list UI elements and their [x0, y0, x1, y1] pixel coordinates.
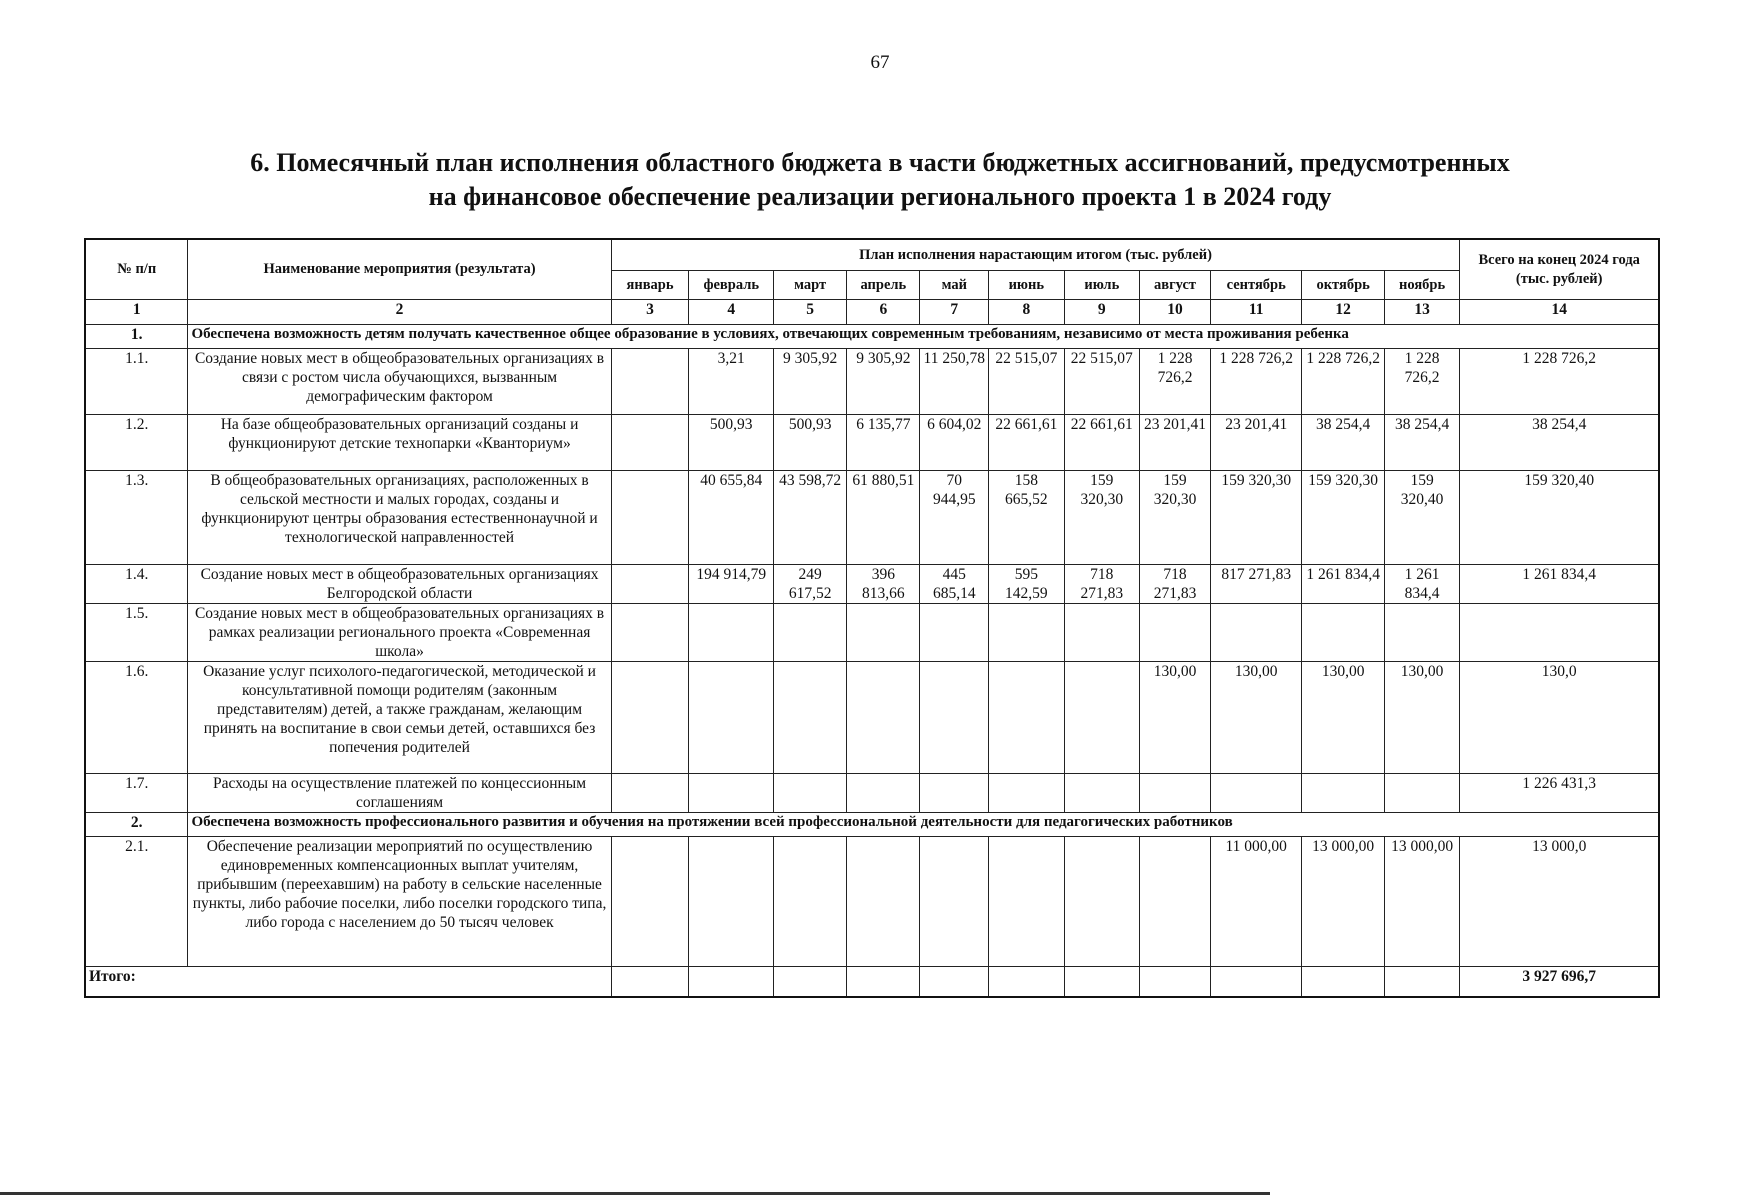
month-value: 13 000,00: [1302, 837, 1384, 967]
month-value: [1140, 774, 1211, 813]
month-value: 500,93: [689, 415, 774, 471]
month-value: 130,00: [1384, 662, 1460, 774]
month-value: [611, 774, 689, 813]
section-number: 2.: [85, 813, 188, 837]
row-name: Создание новых мест в общеобразовательных организациях Белгородской области: [188, 565, 611, 604]
month-header-июнь: июнь: [989, 271, 1064, 300]
month-header-февраль: февраль: [689, 271, 774, 300]
section-row: [85, 325, 1659, 349]
month-value: 1 228 726,2: [1140, 349, 1211, 415]
row-total: 1 261 834,4: [1460, 565, 1659, 604]
grand-total-empty: [1140, 967, 1211, 997]
table-row: [85, 349, 1659, 415]
month-value: 159 320,30: [1210, 471, 1302, 565]
month-value: 1 261 834,4: [1384, 565, 1460, 604]
document-title: [60, 146, 1700, 214]
month-value: [1064, 662, 1139, 774]
month-value: 23 201,41: [1210, 415, 1302, 471]
month-value: 445 685,14: [920, 565, 989, 604]
row-name: В общеобразовательных организациях, расположенных в сельской местности и малых городах, созданы и функционируют центры образования естественнонаучной и технологической направленностей: [188, 471, 611, 565]
month-value: [611, 471, 689, 565]
month-value: [989, 837, 1064, 967]
column-number: 9: [1064, 300, 1139, 325]
column-number: 2: [188, 300, 611, 325]
header-plan: План исполнения нарастающим итогом (тыс. рублей): [611, 239, 1460, 271]
row-number: 1.7.: [85, 774, 188, 813]
table-row: [85, 604, 1659, 662]
section-title: Обеспечена возможность детям получать качественное общее образование в условиях, отвечающих современным требованиям, независимо от места проживания ребенка: [188, 325, 1659, 349]
row-total: [1460, 604, 1659, 662]
month-value: 718 271,83: [1140, 565, 1211, 604]
month-header-апрель: апрель: [847, 271, 920, 300]
row-number: 1.2.: [85, 415, 188, 471]
month-value: 396 813,66: [847, 565, 920, 604]
title-line-1: 6. Помесячный план исполнения областного бюджета в части бюджетных ассигнований, предусмотренных: [250, 148, 1510, 177]
table-row: [85, 471, 1659, 565]
month-value: [611, 349, 689, 415]
month-value: 3,21: [689, 349, 774, 415]
grand-total-empty: [1064, 967, 1139, 997]
row-name: Обеспечение реализации мероприятий по осуществлению единовременных компенсационных выплат учителям, прибывшим (переехавшим) на работу в сельские населенные пункты, либо рабочие поселки, либо поселки городского типа, либо города с населением до 50 тысяч человек: [188, 837, 611, 967]
page-number: 67: [870, 52, 890, 73]
month-value: [1384, 774, 1460, 813]
month-value: 159 320,30: [1140, 471, 1211, 565]
month-value: 718 271,83: [1064, 565, 1139, 604]
grand-total-empty: [689, 967, 774, 997]
header-total: Всего на конец 2024 года (тыс. рублей): [1460, 239, 1659, 300]
column-number: 10: [1140, 300, 1211, 325]
row-total: 13 000,0: [1460, 837, 1659, 967]
header-num: № п/п: [85, 239, 188, 300]
month-value: 1 261 834,4: [1302, 565, 1384, 604]
table-row: [85, 415, 1659, 471]
month-value: [611, 662, 689, 774]
month-value: 130,00: [1302, 662, 1384, 774]
month-value: [1140, 604, 1211, 662]
column-number: 14: [1460, 300, 1659, 325]
budget-table: [84, 238, 1660, 998]
section-number: 1.: [85, 325, 188, 349]
month-value: 1 228 726,2: [1384, 349, 1460, 415]
month-value: [774, 604, 847, 662]
month-value: 11 000,00: [1210, 837, 1302, 967]
month-header-октябрь: октябрь: [1302, 271, 1384, 300]
column-number: 6: [847, 300, 920, 325]
month-value: [920, 604, 989, 662]
month-header-сентябрь: сентябрь: [1210, 271, 1302, 300]
grand-total-row: [85, 967, 1659, 997]
row-name: Создание новых мест в общеобразовательных организациях в рамках реализации регионального проекта «Современная школа»: [188, 604, 611, 662]
month-value: [1064, 604, 1139, 662]
grand-total-empty: [1302, 967, 1384, 997]
month-value: 159 320,40: [1384, 471, 1460, 565]
month-value: 11 250,78: [920, 349, 989, 415]
month-value: 22 661,61: [989, 415, 1064, 471]
month-value: [1302, 774, 1384, 813]
table-row: [85, 774, 1659, 813]
month-value: [920, 774, 989, 813]
grand-total-label: Итого:: [85, 967, 611, 997]
month-value: [1384, 604, 1460, 662]
month-value: [611, 604, 689, 662]
row-name: Создание новых мест в общеобразовательных организациях в связи с ростом числа обучающихся, вызванным демографическим фактором: [188, 349, 611, 415]
month-value: 6 135,77: [847, 415, 920, 471]
column-numbers-row: [85, 300, 1659, 325]
column-number: 7: [920, 300, 989, 325]
month-value: 22 515,07: [1064, 349, 1139, 415]
month-value: [774, 837, 847, 967]
month-value: [611, 565, 689, 604]
grand-total-empty: [1384, 967, 1460, 997]
month-value: 194 914,79: [689, 565, 774, 604]
month-value: [1140, 837, 1211, 967]
month-value: [611, 415, 689, 471]
month-value: 38 254,4: [1384, 415, 1460, 471]
month-value: 1 228 726,2: [1210, 349, 1302, 415]
month-value: 22 661,61: [1064, 415, 1139, 471]
month-value: [1064, 837, 1139, 967]
month-value: 130,00: [1210, 662, 1302, 774]
month-value: 38 254,4: [1302, 415, 1384, 471]
table-row: [85, 662, 1659, 774]
month-value: [774, 774, 847, 813]
month-value: [989, 662, 1064, 774]
month-value: [1302, 604, 1384, 662]
month-value: [989, 604, 1064, 662]
grand-total-empty: [611, 967, 689, 997]
row-number: 1.1.: [85, 349, 188, 415]
row-total: 1 226 431,3: [1460, 774, 1659, 813]
grand-total-empty: [1210, 967, 1302, 997]
month-value: 70 944,95: [920, 471, 989, 565]
row-name: Расходы на осуществление платежей по концессионным соглашениям: [188, 774, 611, 813]
month-value: [847, 662, 920, 774]
row-total: 130,0: [1460, 662, 1659, 774]
month-value: 249 617,52: [774, 565, 847, 604]
section-title: Обеспечена возможность профессионального развития и обучения на протяжении всей профессиональной деятельности для педагогических работников: [188, 813, 1659, 837]
row-number: 1.4.: [85, 565, 188, 604]
row-total: 159 320,40: [1460, 471, 1659, 565]
month-value: [1210, 604, 1302, 662]
month-value: 130,00: [1140, 662, 1211, 774]
section-row: [85, 813, 1659, 837]
grand-total-empty: [774, 967, 847, 997]
month-header-январь: январь: [611, 271, 689, 300]
row-number: 2.1.: [85, 837, 188, 967]
column-number: 1: [85, 300, 188, 325]
month-header-май: май: [920, 271, 989, 300]
month-value: 1 228 726,2: [1302, 349, 1384, 415]
row-number: 1.3.: [85, 471, 188, 565]
footer-rule: [0, 1192, 1270, 1195]
row-total: 38 254,4: [1460, 415, 1659, 471]
month-value: 6 604,02: [920, 415, 989, 471]
row-number: 1.6.: [85, 662, 188, 774]
column-number: 12: [1302, 300, 1384, 325]
row-total: 1 228 726,2: [1460, 349, 1659, 415]
month-value: [847, 837, 920, 967]
grand-total-empty: [920, 967, 989, 997]
month-value: 159 320,30: [1064, 471, 1139, 565]
month-value: 817 271,83: [1210, 565, 1302, 604]
table-row: [85, 837, 1659, 967]
month-value: 40 655,84: [689, 471, 774, 565]
month-value: [689, 662, 774, 774]
grand-total-empty: [847, 967, 920, 997]
month-header-март: март: [774, 271, 847, 300]
month-value: [1210, 774, 1302, 813]
grand-total-empty: [989, 967, 1064, 997]
month-value: 61 880,51: [847, 471, 920, 565]
month-value: [774, 662, 847, 774]
column-number: 11: [1210, 300, 1302, 325]
month-value: 500,93: [774, 415, 847, 471]
header-name: Наименование мероприятия (результата): [188, 239, 611, 300]
row-number: 1.5.: [85, 604, 188, 662]
grand-total-value: 3 927 696,7: [1460, 967, 1659, 997]
month-value: [920, 837, 989, 967]
month-header-ноябрь: ноябрь: [1384, 271, 1460, 300]
month-value: 43 598,72: [774, 471, 847, 565]
column-number: 4: [689, 300, 774, 325]
month-value: 158 665,52: [989, 471, 1064, 565]
table-row: [85, 565, 1659, 604]
month-header-июль: июль: [1064, 271, 1139, 300]
month-value: 159 320,30: [1302, 471, 1384, 565]
row-name: Оказание услуг психолого-педагогической, методической и консультативной помощи родителям (законным представителям) детей, а также гражданам, желающим принять на воспитание в свои семьи детей, оставшихся без попечения родителей: [188, 662, 611, 774]
month-value: 23 201,41: [1140, 415, 1211, 471]
month-value: [689, 774, 774, 813]
month-value: [920, 662, 989, 774]
month-value: 13 000,00: [1384, 837, 1460, 967]
month-value: [689, 604, 774, 662]
column-number: 5: [774, 300, 847, 325]
column-number: 13: [1384, 300, 1460, 325]
month-header-август: август: [1140, 271, 1211, 300]
month-value: 22 515,07: [989, 349, 1064, 415]
month-value: [989, 774, 1064, 813]
title-line-2: на финансовое обеспечение реализации регионального проекта 1 в 2024 году: [428, 182, 1332, 211]
row-name: На базе общеобразовательных организаций созданы и функционируют детские технопарки «Кванториум»: [188, 415, 611, 471]
month-value: [611, 837, 689, 967]
month-value: [689, 837, 774, 967]
column-number: 8: [989, 300, 1064, 325]
month-value: [847, 604, 920, 662]
month-value: 595 142,59: [989, 565, 1064, 604]
month-value: [847, 774, 920, 813]
month-value: 9 305,92: [774, 349, 847, 415]
month-value: [1064, 774, 1139, 813]
month-value: 9 305,92: [847, 349, 920, 415]
column-number: 3: [611, 300, 689, 325]
